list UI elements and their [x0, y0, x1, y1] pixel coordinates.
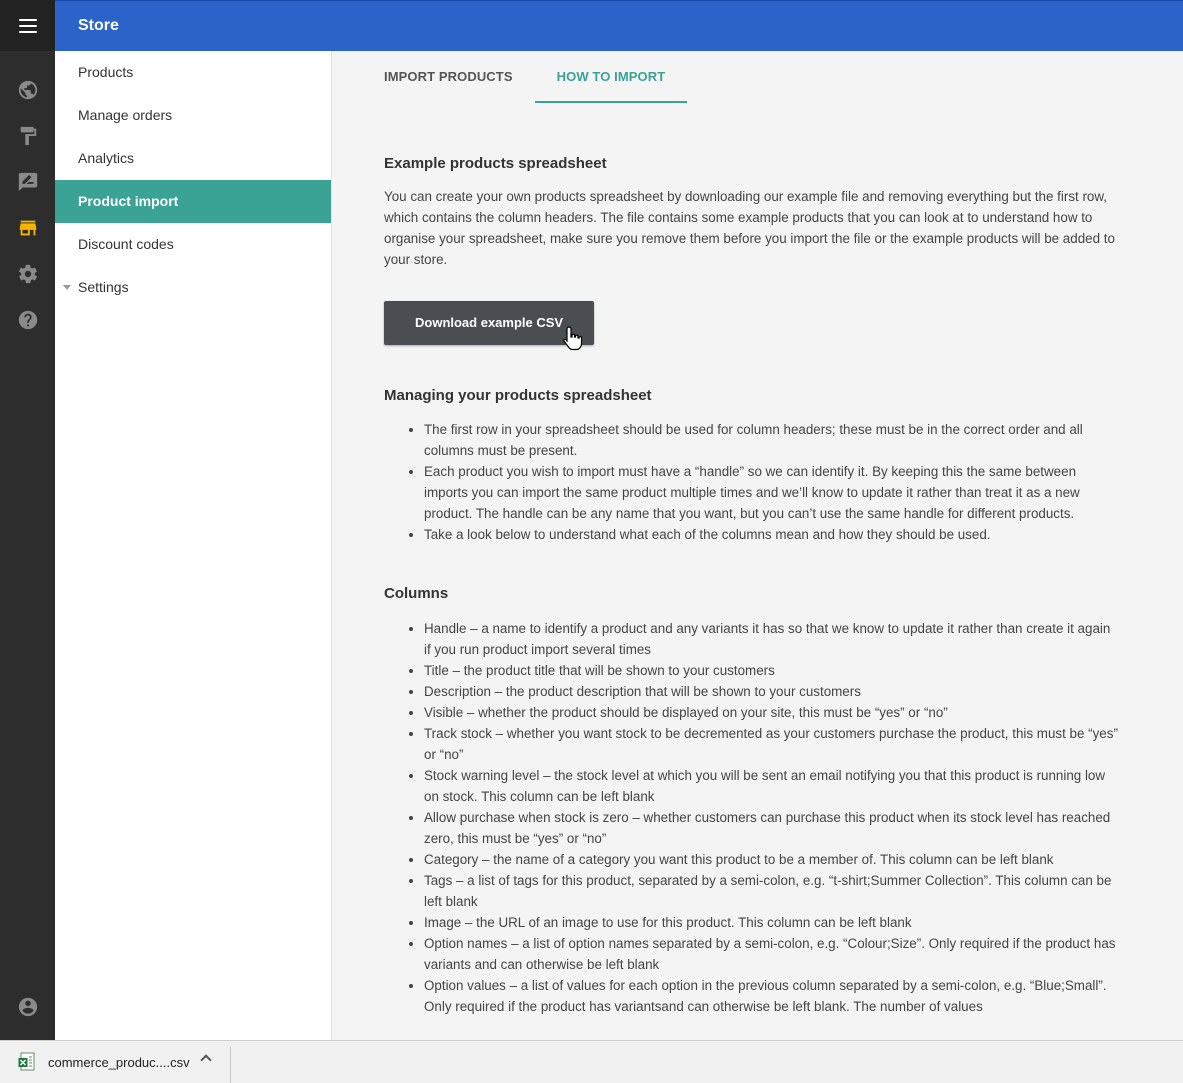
list-item: • Description – the product description that will be shown to your customers: [424, 681, 1119, 702]
sidebar-item-product-import[interactable]: Product import: [55, 180, 331, 223]
list-item: • The first row in your spreadsheet should be used for column headers; these must be in the correct order and all columns must be present.: [424, 419, 1119, 461]
columns-list: [424, 618, 1119, 1017]
app-header: [55, 0, 1183, 51]
page-title: Store: [78, 17, 119, 34]
list-item: • Visible – whether the product should be displayed on your site, this must be “yes” or “no”: [424, 702, 1119, 723]
button-label: Download example CSV: [415, 315, 564, 330]
managing-list: [424, 419, 1119, 545]
globe-icon[interactable]: [14, 76, 42, 104]
list-item: • Tags – a list of tags for this product, separated by a semi-colon, e.g. “t-shirt;Summer Collection”. This column can be left blank: [424, 870, 1119, 912]
sidebar: [55, 51, 332, 1040]
menu-button[interactable]: [0, 0, 55, 51]
nav-rail: [0, 0, 55, 1040]
list-item: • Title – the product title that will be shown to your customers: [424, 660, 1119, 681]
list-item: • Track stock – whether you want stock to be decremented as your customers purchase the product, this must be “yes” or “no”: [424, 723, 1119, 765]
list-item: • Each product you wish to import must have a “handle” so we can identify it. By keeping this the same between imports you can import the same product multiple times and we’ll know to update it rather than treat it as a new product. The handle can be any name that you want, but you can’t use the same handle for different products.: [424, 461, 1119, 524]
hamburger-icon: [19, 19, 37, 33]
paint-roller-icon[interactable]: [14, 122, 42, 150]
tab-how-to-import[interactable]: HOW TO IMPORT: [535, 51, 688, 103]
hand-cursor-icon: [562, 325, 584, 353]
store-icon[interactable]: [14, 214, 42, 242]
example-heading: Example products spreadsheet: [384, 155, 607, 172]
edit-note-icon[interactable]: [14, 168, 42, 196]
sidebar-item-discount-codes[interactable]: Discount codes: [78, 236, 174, 252]
download-item[interactable]: [8, 1045, 220, 1079]
caret-down-icon: [63, 285, 71, 290]
list-item: • Option values – a list of values for each option in the previous column separated by a semi-colon, e.g. “Blue;Small”. Only required if the product has variantsand can otherwise be left blank. The number of values: [424, 975, 1119, 1017]
list-item: • Option names – a list of option names separated by a semi-colon, e.g. “Colour;Size”. Only required if the product has variants and can otherwise be left blank: [424, 933, 1119, 975]
managing-heading: Managing your products spreadsheet: [384, 387, 652, 404]
list-item: • Image – the URL of an image to use for this product. This column can be left blank: [424, 912, 1119, 933]
csv-file-icon: [18, 1052, 36, 1072]
gear-icon[interactable]: [14, 260, 42, 288]
download-filename: commerce_produc....csv: [48, 1054, 190, 1070]
chevron-up-icon[interactable]: [200, 1054, 211, 1065]
main-content: [333, 51, 1183, 1040]
sidebar-item-analytics[interactable]: Analytics: [78, 150, 135, 166]
sidebar-item-products[interactable]: Products: [78, 64, 134, 80]
help-icon[interactable]: [14, 306, 42, 334]
account-icon[interactable]: [14, 993, 42, 1021]
list-item: • Stock warning level – the stock level at which you will be sent an email notifying you that this product is running low on stock. This column can be left blank: [424, 765, 1119, 807]
download-bar: [0, 1040, 1183, 1083]
list-item: • Allow purchase when stock is zero – whether customers can purchase this product when its stock level has reached zero, this must be “yes” or “no”: [424, 807, 1119, 849]
columns-heading: Columns: [384, 585, 449, 602]
tab-bar: [362, 51, 687, 104]
tab-import-products[interactable]: IMPORT PRODUCTS: [384, 69, 513, 84]
download-example-csv-button[interactable]: [384, 301, 594, 345]
example-text: You can create your own products spreadsheet by downloading our example file and removing everything but the first row, which contains the column headers. The file contains some example products that you can look at to understand how to organise your spreadsheet, make sure you remove them before you import the file or the example products will be added to your store.: [384, 189, 1115, 267]
sidebar-item-settings[interactable]: [55, 266, 331, 309]
how-to-import-content: [384, 155, 1119, 1017]
list-item: • Category – the name of a category you want this product to be a member of. This column can be left blank: [424, 849, 1119, 870]
list-item: • Take a look below to understand what each of the columns mean and how they should be used.: [424, 524, 1119, 545]
sidebar-item-label: Settings: [78, 279, 129, 295]
list-item: • Handle – a name to identify a product and any variants it has so that we know to update it rather than create it again if you run product import several times: [424, 618, 1119, 660]
sidebar-item-manage-orders[interactable]: Manage orders: [78, 107, 173, 123]
divider: [230, 1047, 231, 1083]
